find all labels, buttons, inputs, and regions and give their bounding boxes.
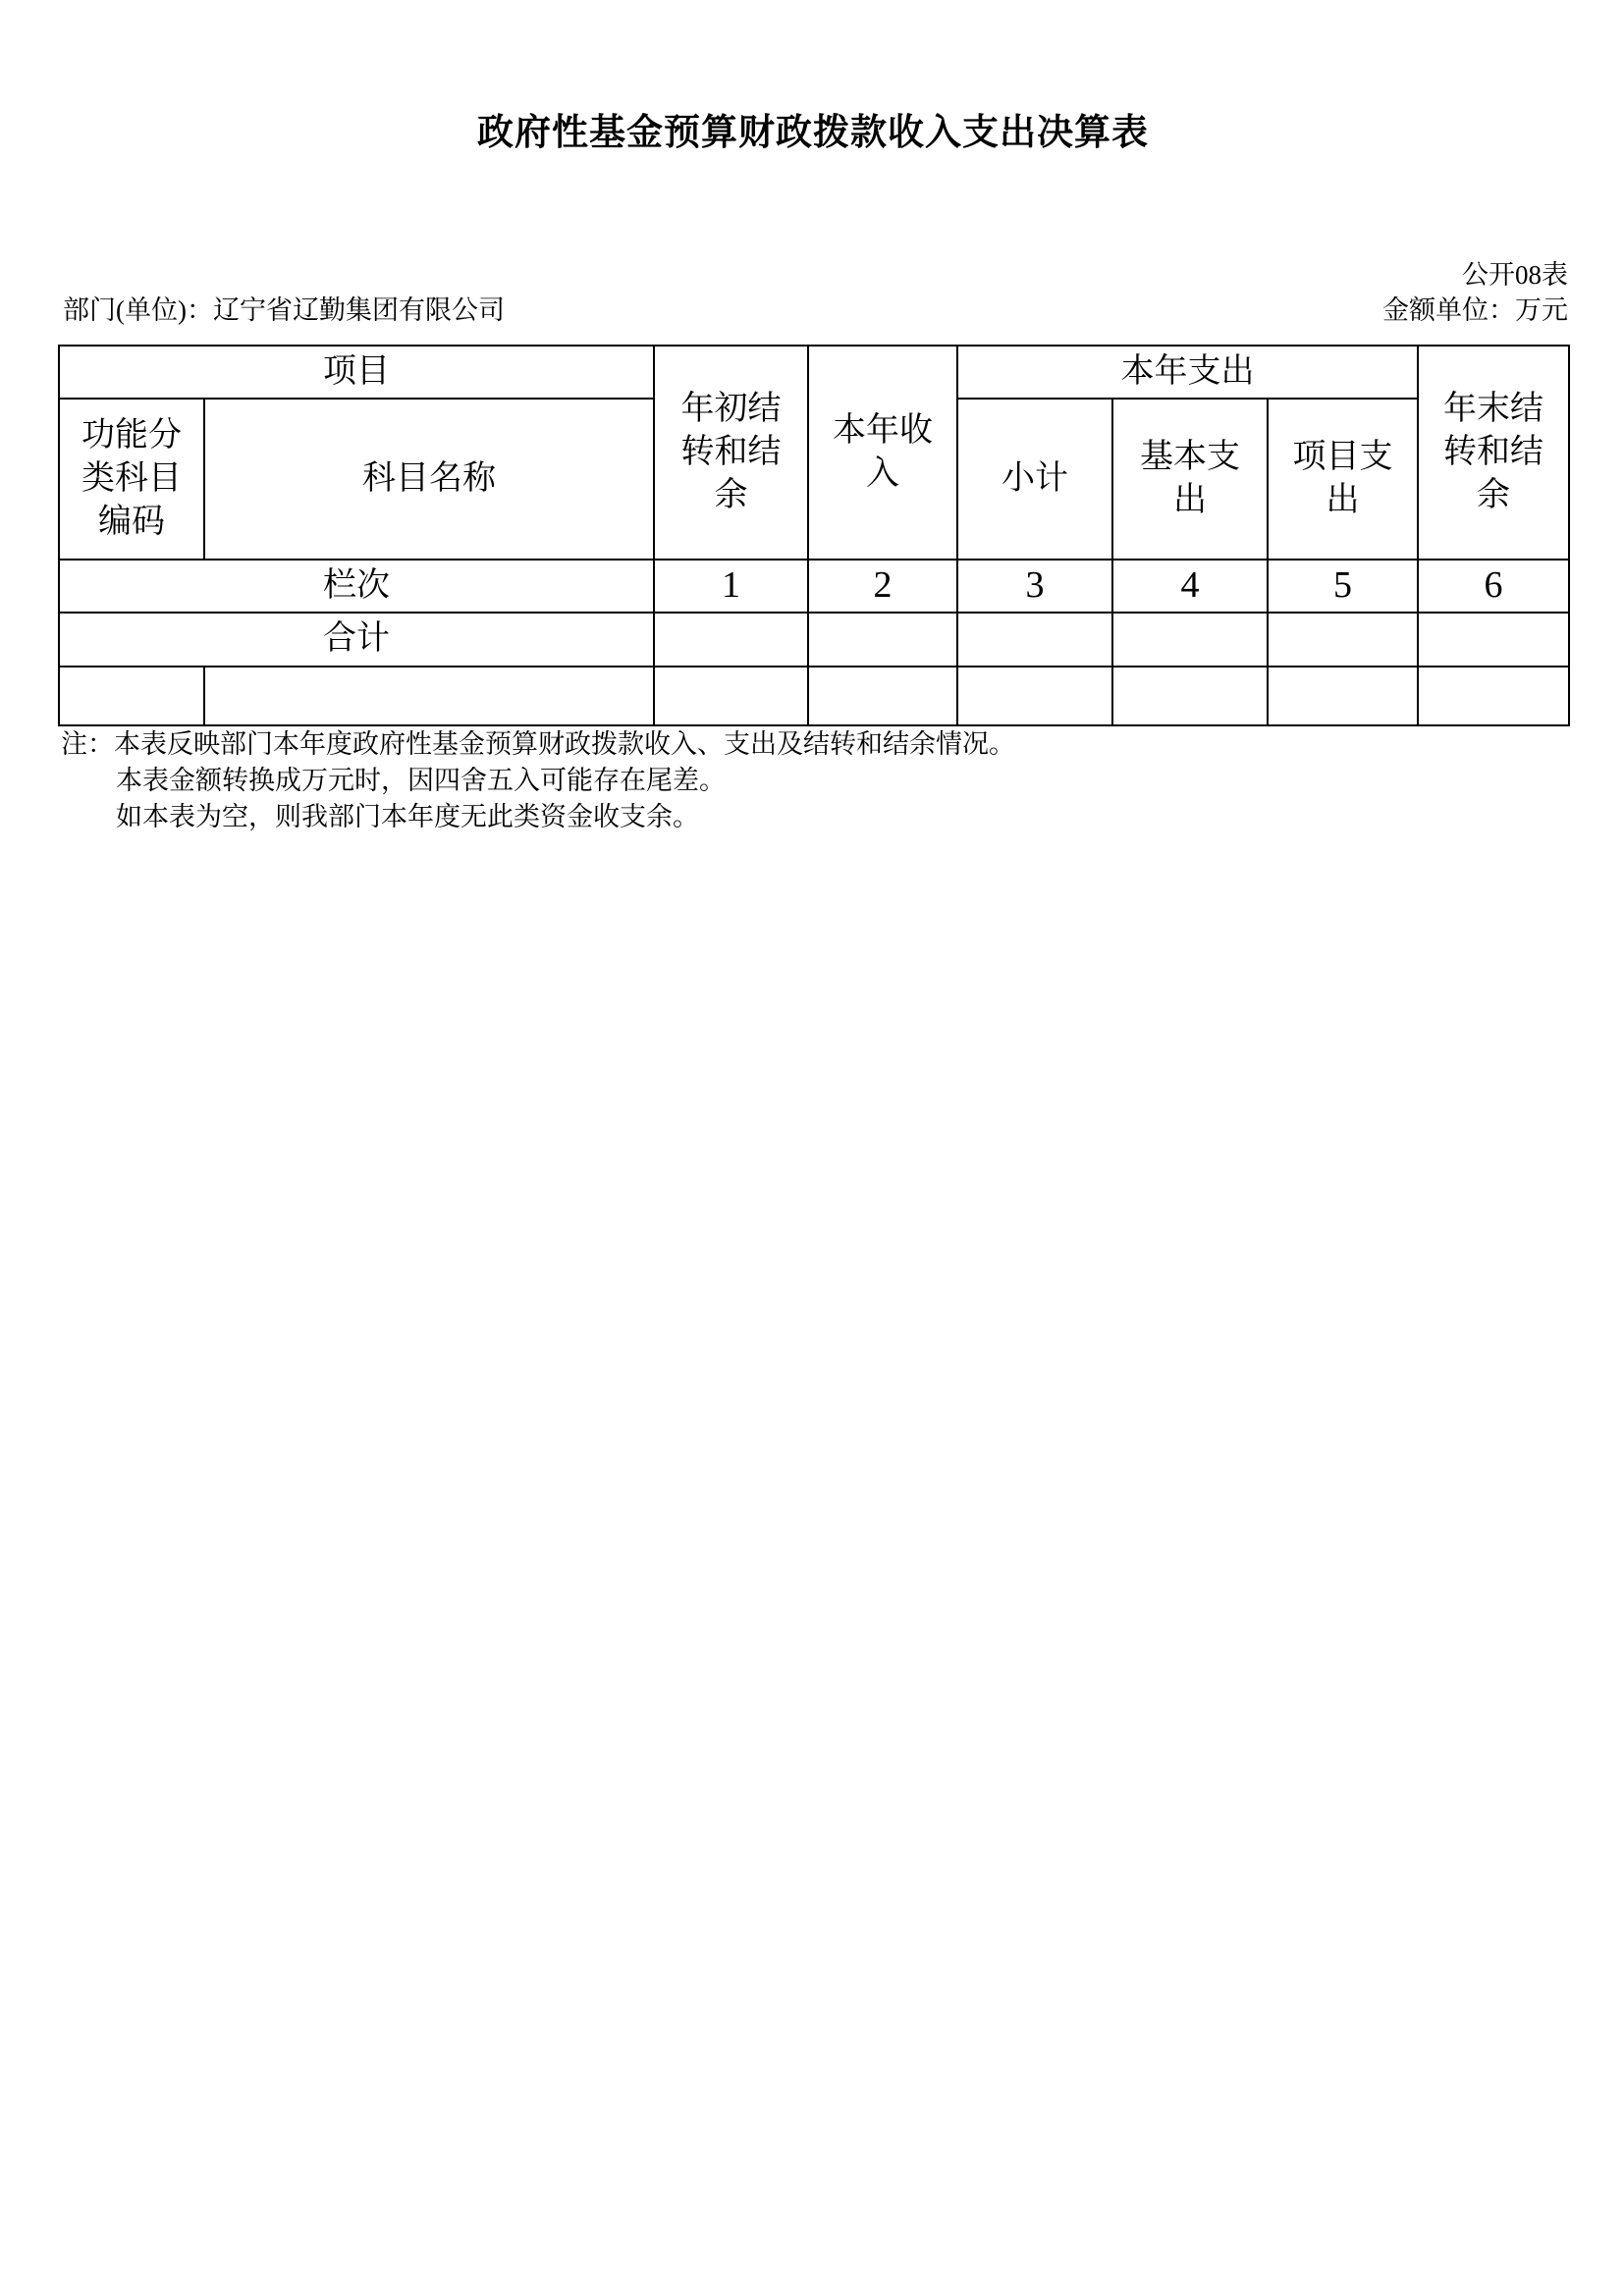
data-row [59,667,1569,725]
total-value-5 [1268,613,1418,667]
header-func-class-code: 功能分类科目编码 [59,399,204,560]
header-end-year-balance: 年末结转和结余 [1418,346,1569,560]
department-label: 部门(单位)：辽宁省辽勤集团有限公司 [63,295,505,325]
column-index-3: 3 [957,560,1112,613]
header-current-year-income: 本年收入 [808,346,957,560]
header-basic-expense: 基本支出 [1112,399,1268,560]
column-index-6: 6 [1418,560,1569,613]
header-begin-year-balance: 年初结转和结余 [654,346,808,560]
fiscal-table [58,345,1570,726]
total-value-4 [1112,613,1268,667]
header-subject-name: 科目名称 [204,399,654,560]
total-row [59,613,1569,667]
total-value-2 [808,613,957,667]
amount-unit-label: 金额单位：万元 [1382,295,1568,325]
note-line-1: 注：本表反映部门本年度政府性基金预算财政拨款收入、支出及结转和结余情况。 [61,729,1015,759]
data-value-6 [1418,667,1569,725]
data-value-5 [1268,667,1418,725]
data-value-3 [957,667,1112,725]
total-value-3 [957,613,1112,667]
data-value-1 [654,667,808,725]
data-func-code-cell [59,667,204,725]
column-index-2: 2 [808,560,957,613]
header-row-1 [59,346,1569,399]
page-title: 政府性基金预算财政拨款收入支出决算表 [477,113,1149,153]
header-project-expense: 项目支出 [1268,399,1418,560]
data-subject-name-cell [204,667,654,725]
column-index-row [59,560,1569,613]
header-current-year-expense-group: 本年支出 [957,346,1418,399]
header-subtotal: 小计 [957,399,1112,560]
column-index-1: 1 [654,560,808,613]
total-value-6 [1418,613,1569,667]
meta-row [63,295,1568,326]
data-value-4 [1112,667,1268,725]
total-value-1 [654,613,808,667]
total-label: 合计 [59,613,654,667]
note-line-2: 本表金额转换成万元时，因四舍五入可能存在尾差。 [116,766,726,795]
note-line-3: 如本表为空，则我部门本年度无此类资金收支余。 [116,802,699,831]
column-index-label: 栏次 [59,560,654,613]
notes-block [61,726,1553,835]
header-project-group: 项目 [59,346,654,399]
column-index-4: 4 [1112,560,1268,613]
column-index-5: 5 [1268,560,1418,613]
data-value-2 [808,667,957,725]
table-code-label: 公开08表 [1462,260,1568,290]
